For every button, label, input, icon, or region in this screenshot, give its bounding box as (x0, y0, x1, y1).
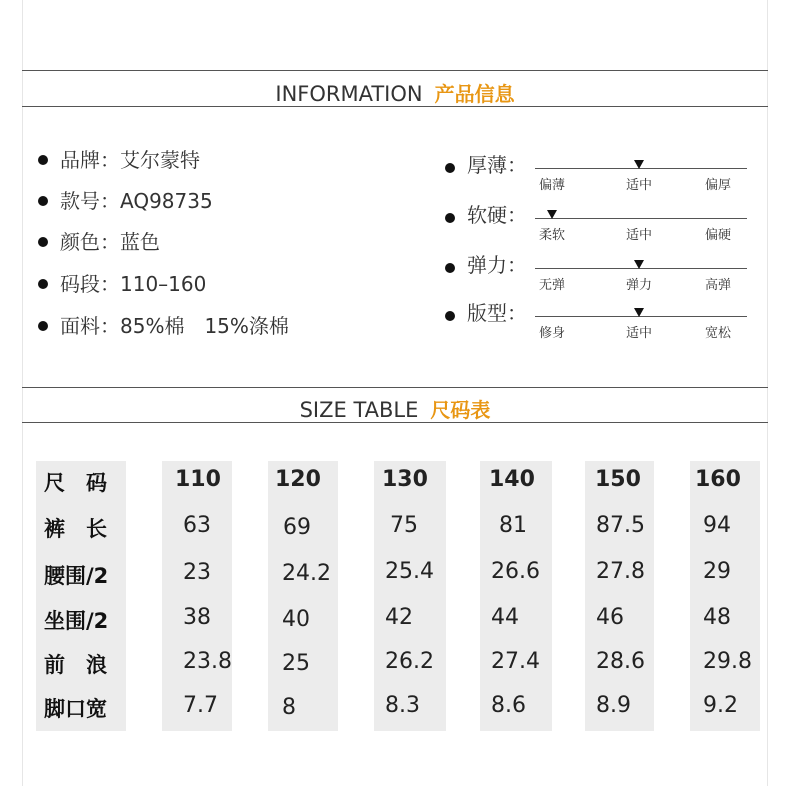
table-cell: 25 (282, 651, 310, 676)
scale-option: 适中 (626, 326, 653, 341)
size-header-150: 150 (595, 467, 641, 492)
info-section-title (22, 78, 768, 107)
size-header-120: 120 (275, 467, 321, 492)
scale-marker-icon (634, 160, 644, 169)
info-label: 面料： (60, 314, 120, 338)
scale-option: 适中 (626, 178, 653, 193)
table-cell: 25.4 (385, 559, 434, 584)
scale-thickness (445, 153, 755, 197)
table-cell: 75 (390, 513, 418, 538)
table-cell: 26.2 (385, 649, 434, 674)
bullet-icon (445, 213, 455, 223)
row-label-leg-opening: 脚口宽 (44, 697, 107, 721)
scale-option: 适中 (626, 228, 653, 243)
scale-label: 厚薄： (467, 153, 527, 177)
table-cell: 7.7 (183, 693, 218, 718)
table-cell: 87.5 (596, 513, 645, 538)
info-label: 颜色： (60, 230, 120, 254)
info-title-en: INFORMATION (275, 82, 423, 106)
size-title-en: SIZE TABLE (299, 398, 419, 422)
table-cell: 40 (282, 607, 310, 632)
scale-softness (445, 203, 755, 247)
bullet-icon (38, 196, 48, 206)
size-title-cn: 尺码表 (430, 398, 491, 422)
info-value: 蓝色 (120, 230, 160, 254)
table-cell: 44 (491, 605, 519, 630)
row-label-hip: 坐围/2 (44, 609, 109, 633)
scale-marker-icon (634, 260, 644, 269)
table-cell: 28.6 (596, 649, 645, 674)
size-column-110 (162, 461, 232, 731)
size-label-column (36, 461, 126, 731)
row-label-pants-length: 裤 长 (44, 517, 107, 541)
row-label-waist: 腰围/2 (44, 564, 109, 588)
bullet-icon (445, 163, 455, 173)
table-cell: 48 (703, 605, 731, 630)
table-cell: 29 (703, 559, 731, 584)
info-top-rule (22, 70, 768, 71)
scale-line (535, 218, 747, 219)
size-column-150 (585, 461, 654, 731)
info-value: 85%棉 15%涤棉 (120, 314, 289, 338)
table-cell: 8 (282, 695, 296, 720)
scale-label: 软硬： (467, 203, 527, 227)
table-cell: 27.4 (491, 649, 540, 674)
scale-label: 弹力： (467, 253, 527, 277)
row-label-front-rise: 前 浪 (44, 653, 107, 677)
info-item-brand (38, 144, 200, 173)
scale-option: 偏硬 (705, 228, 732, 243)
info-label: 品牌： (60, 148, 120, 172)
info-value: 艾尔蒙特 (120, 148, 200, 172)
table-cell: 94 (703, 513, 731, 538)
scale-elasticity (445, 253, 755, 297)
table-cell: 69 (283, 515, 311, 540)
table-cell: 42 (385, 605, 413, 630)
table-cell: 9.2 (703, 693, 738, 718)
scale-fit (445, 301, 755, 345)
size-column-120 (268, 461, 338, 731)
row-label-size: 尺 码 (44, 471, 107, 495)
scale-label: 版型： (467, 301, 527, 325)
info-value: AQ98735 (120, 189, 213, 213)
size-column-140 (480, 461, 552, 731)
size-header-130: 130 (382, 467, 428, 492)
table-cell: 63 (183, 513, 211, 538)
info-label: 款号： (60, 189, 120, 213)
table-cell: 23 (183, 560, 211, 585)
size-header-160: 160 (695, 467, 741, 492)
table-cell: 8.9 (596, 693, 631, 718)
table-cell: 46 (596, 605, 624, 630)
info-title-cn: 产品信息 (434, 82, 515, 106)
table-cell: 29.8 (703, 649, 752, 674)
info-item-size-range (38, 268, 206, 297)
bullet-icon (38, 155, 48, 165)
size-header-110: 110 (175, 467, 221, 492)
bullet-icon (38, 279, 48, 289)
table-cell: 27.8 (596, 559, 645, 584)
info-item-color (38, 226, 160, 255)
info-item-style-number (38, 185, 213, 214)
scale-option: 偏薄 (539, 178, 566, 193)
scale-option: 弹力 (626, 278, 653, 293)
table-cell: 26.6 (491, 559, 540, 584)
info-item-fabric (38, 310, 289, 339)
scale-marker-icon (634, 308, 644, 317)
scale-option: 柔软 (539, 228, 566, 243)
info-value: 110–160 (120, 272, 207, 296)
table-cell: 8.3 (385, 693, 420, 718)
scale-marker-icon (547, 210, 557, 219)
size-column-130 (374, 461, 446, 731)
info-label: 码段： (60, 272, 120, 296)
scale-option: 高弹 (705, 278, 732, 293)
table-cell: 38 (183, 605, 211, 630)
bullet-icon (445, 263, 455, 273)
size-header-140: 140 (489, 467, 535, 492)
scale-option: 无弹 (539, 278, 566, 293)
scale-option: 偏厚 (705, 178, 732, 193)
table-cell: 23.8 (183, 649, 232, 674)
info-bottom-rule (22, 106, 768, 107)
scale-option: 修身 (539, 326, 566, 341)
table-cell: 24.2 (282, 561, 331, 586)
bullet-icon (38, 321, 48, 331)
size-top-rule (22, 387, 768, 388)
table-cell: 8.6 (491, 693, 526, 718)
size-section-title (22, 394, 768, 423)
size-bottom-rule (22, 422, 768, 423)
bullet-icon (445, 311, 455, 321)
size-column-160 (690, 461, 760, 731)
bullet-icon (38, 237, 48, 247)
table-cell: 81 (499, 513, 527, 538)
scale-option: 宽松 (705, 326, 732, 341)
